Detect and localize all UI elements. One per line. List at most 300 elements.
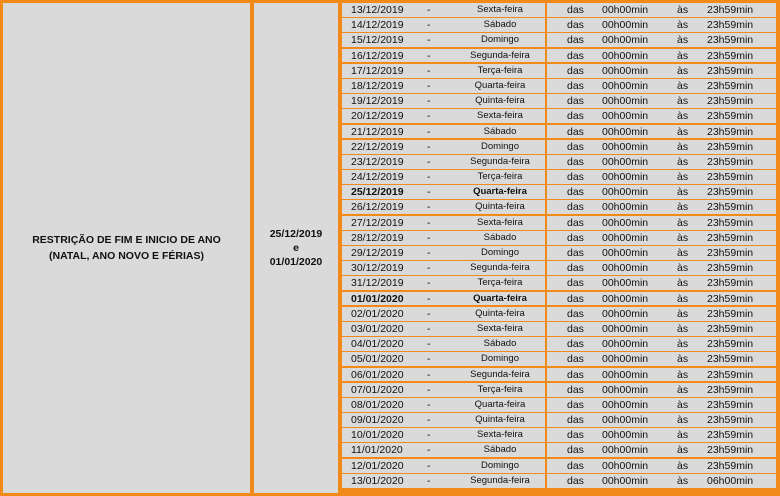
row-end-time: 06h00min (707, 474, 754, 487)
row-date: 05/01/2020 (351, 353, 404, 366)
row-das-label: das (567, 49, 584, 62)
row-weekday: Domingo (480, 140, 520, 152)
row-das-label: das (567, 277, 584, 290)
time-cell (547, 368, 776, 382)
row-das-label: das (567, 125, 584, 138)
day-cell (342, 231, 545, 245)
row-dash: - (427, 95, 431, 108)
row-end-time: 23h59min (707, 231, 754, 244)
row-start-time: 00h00min (602, 444, 649, 457)
time-cell (547, 322, 776, 336)
row-as-label: às (677, 292, 689, 305)
row-das-label: das (567, 4, 584, 16)
day-cell (342, 64, 545, 78)
row-start-time: 00h00min (602, 110, 649, 123)
row-as-label: às (677, 444, 689, 457)
row-as-label: às (677, 79, 689, 92)
row-date: 11/01/2020 (351, 444, 403, 457)
row-date: 13/01/2020 (351, 474, 404, 487)
table-row (342, 64, 778, 78)
row-weekday: Terça-feira (477, 277, 523, 289)
restriction-title-line1: RESTRIÇÃO DE FIM E INICIO DE ANO (32, 234, 221, 246)
row-das-label: das (567, 383, 584, 396)
row-weekday: Sexta-feira (477, 110, 523, 122)
row-end-time: 23h59min (707, 49, 754, 62)
row-start-time: 00h00min (602, 429, 649, 442)
row-start-time: 00h00min (602, 322, 649, 335)
table-row (342, 94, 778, 108)
row-date: 03/01/2020 (351, 322, 404, 335)
row-as-label: às (677, 125, 689, 138)
row-date: 07/01/2020 (351, 383, 404, 396)
time-cell (547, 459, 776, 473)
row-start-time: 00h00min (602, 368, 649, 381)
day-cell (342, 125, 545, 139)
row-date: 15/12/2019 (351, 34, 404, 47)
row-weekday: Terça-feira (477, 64, 523, 76)
row-das-label: das (567, 292, 584, 305)
row-das-label: das (567, 216, 584, 229)
row-dash: - (427, 216, 431, 229)
table-row (342, 140, 778, 154)
time-cell (547, 3, 776, 17)
table-row (342, 246, 778, 260)
time-cell (547, 200, 776, 214)
table-row (342, 3, 778, 17)
row-das-label: das (567, 140, 584, 153)
row-weekday: Domingo (480, 247, 520, 258)
time-cell (547, 155, 776, 169)
row-date: 31/12/2019 (351, 277, 404, 290)
day-cell (342, 185, 545, 199)
row-start-time: 00h00min (602, 383, 649, 396)
row-das-label: das (567, 338, 584, 351)
row-end-time: 23h59min (707, 307, 754, 320)
row-das-label: das (567, 307, 584, 320)
row-weekday: Sábado (483, 19, 517, 31)
row-as-label: às (677, 247, 689, 259)
row-end-time: 23h59min (707, 171, 754, 184)
row-dash: - (427, 262, 431, 275)
time-cell (547, 428, 776, 442)
table-row (342, 79, 778, 93)
time-cell (547, 33, 776, 47)
row-end-time: 23h59min (707, 34, 754, 47)
row-dash: - (427, 444, 431, 457)
time-cell (547, 125, 776, 139)
table-row (342, 428, 778, 442)
row-as-label: às (677, 186, 689, 199)
row-weekday: Sexta-feira (477, 216, 523, 228)
table-row (342, 185, 778, 199)
row-dash: - (427, 79, 431, 92)
row-dash: - (427, 292, 431, 305)
day-cell (342, 428, 545, 442)
row-end-time: 23h59min (707, 444, 754, 457)
row-dash: - (427, 398, 431, 411)
row-end-time: 23h59min (707, 368, 754, 381)
row-date: 19/12/2019 (351, 95, 404, 108)
row-das-label: das (567, 34, 584, 47)
row-end-time: 23h59min (707, 95, 754, 108)
day-cell (342, 459, 545, 473)
time-cell (547, 276, 776, 290)
table-row (342, 459, 778, 473)
row-start-time: 00h00min (602, 4, 649, 16)
row-dash: - (427, 383, 431, 396)
row-start-time: 00h00min (602, 125, 649, 138)
table-row (342, 443, 778, 457)
table-row (342, 170, 778, 184)
row-date: 04/01/2020 (351, 338, 404, 351)
row-weekday: Domingo (480, 353, 520, 365)
time-cell (547, 109, 776, 123)
row-as-label: às (677, 414, 689, 427)
row-date: 01/01/2020 (351, 292, 404, 305)
row-end-time: 23h59min (707, 19, 754, 32)
row-end-time: 23h59min (707, 125, 754, 138)
time-cell (547, 64, 776, 78)
row-das-label: das (567, 171, 584, 184)
day-cell (342, 155, 545, 169)
time-cell (547, 337, 776, 351)
table-row (342, 261, 778, 275)
row-as-label: às (677, 383, 689, 396)
row-das-label: das (567, 201, 584, 214)
row-as-label: às (677, 398, 689, 411)
row-end-time: 23h59min (707, 216, 754, 229)
row-das-label: das (567, 429, 584, 442)
row-weekday: Domingo (480, 34, 520, 46)
row-date: 17/12/2019 (351, 64, 404, 77)
row-end-time: 23h59min (707, 110, 754, 123)
row-as-label: às (677, 231, 689, 244)
row-date: 26/12/2019 (351, 201, 404, 214)
holiday-date-2: 01/01/2020 (269, 256, 323, 268)
row-date: 24/12/2019 (351, 171, 404, 184)
row-start-time: 00h00min (602, 216, 649, 229)
row-dash: - (427, 186, 431, 199)
row-date: 18/12/2019 (351, 79, 404, 92)
row-as-label: às (677, 322, 689, 335)
day-cell (342, 292, 545, 306)
row-end-time: 23h59min (707, 292, 754, 305)
day-cell (342, 200, 545, 214)
row-end-time: 23h59min (707, 79, 754, 92)
row-das-label: das (567, 186, 584, 199)
time-cell (547, 170, 776, 184)
row-dash: - (427, 459, 431, 472)
table-row (342, 413, 778, 427)
row-weekday: Quarta-feira (473, 292, 527, 304)
row-das-label: das (567, 110, 584, 123)
day-cell (342, 246, 545, 260)
time-cell (547, 261, 776, 275)
row-date: 12/01/2020 (351, 459, 404, 472)
row-end-time: 23h59min (707, 459, 754, 472)
row-end-time: 23h59min (707, 353, 754, 366)
row-as-label: às (677, 19, 689, 32)
table-row (342, 307, 778, 321)
row-das-label: das (567, 262, 584, 275)
table-row (342, 474, 778, 488)
row-weekday: Quinta-feira (475, 95, 525, 107)
time-cell (547, 383, 776, 397)
day-cell (342, 322, 545, 336)
table-row (342, 398, 778, 412)
row-as-label: às (677, 110, 689, 123)
row-as-label: às (677, 201, 689, 214)
day-cell (342, 94, 545, 108)
row-dash: - (427, 4, 431, 16)
row-das-label: das (567, 444, 584, 457)
row-das-label: das (567, 19, 584, 32)
table-row (342, 200, 778, 214)
row-date: 09/01/2020 (351, 414, 404, 427)
row-start-time: 00h00min (602, 398, 649, 411)
row-end-time: 23h59min (707, 64, 754, 77)
row-das-label: das (567, 474, 584, 487)
table-row (342, 109, 778, 123)
row-das-label: das (567, 231, 584, 244)
day-cell (342, 49, 545, 63)
row-weekday: Sábado (483, 338, 517, 350)
row-weekday: Sábado (483, 444, 517, 456)
row-dash: - (427, 353, 431, 366)
time-cell (547, 79, 776, 93)
row-start-time: 00h00min (602, 353, 649, 366)
row-date: 13/12/2019 (351, 4, 404, 16)
row-date: 28/12/2019 (351, 231, 404, 244)
row-start-time: 00h00min (602, 64, 649, 77)
time-cell (547, 398, 776, 412)
table-row (342, 49, 778, 63)
day-cell (342, 413, 545, 427)
row-dash: - (427, 414, 431, 427)
row-dash: - (427, 110, 431, 123)
row-weekday: Segunda-feira (470, 368, 530, 380)
time-cell (547, 216, 776, 230)
row-dash: - (427, 19, 431, 32)
row-das-label: das (567, 247, 584, 259)
row-dash: - (427, 140, 431, 153)
row-date: 02/01/2020 (351, 307, 404, 320)
table-row (342, 383, 778, 397)
row-date: 22/12/2019 (351, 140, 404, 153)
row-end-time: 23h59min (707, 247, 754, 259)
row-start-time: 00h00min (602, 140, 649, 153)
row-dash: - (427, 429, 431, 442)
time-cell (547, 18, 776, 32)
table-row (342, 125, 778, 139)
row-end-time: 23h59min (707, 4, 754, 16)
row-as-label: às (677, 4, 689, 16)
time-cell (547, 413, 776, 427)
time-cell (547, 307, 776, 321)
row-start-time: 00h00min (602, 231, 649, 244)
row-as-label: às (677, 64, 689, 77)
row-dash: - (427, 322, 431, 335)
day-cell (342, 337, 545, 351)
row-weekday: Terça-feira (477, 383, 523, 395)
row-end-time: 23h59min (707, 429, 754, 442)
row-start-time: 00h00min (602, 307, 649, 320)
day-cell (342, 398, 545, 412)
row-as-label: às (677, 277, 689, 290)
day-cell (342, 33, 545, 47)
day-cell (342, 307, 545, 321)
row-weekday: Quarta-feira (474, 79, 526, 91)
holiday-conjunction: e (293, 242, 299, 254)
row-as-label: às (677, 368, 689, 381)
row-dash: - (427, 49, 431, 62)
row-dash: - (427, 277, 431, 290)
row-as-label: às (677, 34, 689, 47)
row-start-time: 00h00min (602, 79, 649, 92)
row-end-time: 23h59min (707, 338, 754, 351)
row-end-time: 23h59min (707, 398, 754, 411)
row-dash: - (427, 368, 431, 381)
row-weekday: Segunda-feira (470, 474, 530, 486)
table-row (342, 292, 778, 306)
table-row (342, 368, 778, 382)
row-as-label: às (677, 95, 689, 108)
row-date: 16/12/2019 (351, 49, 404, 62)
day-cell (342, 261, 545, 275)
row-date: 10/01/2020 (351, 429, 404, 442)
row-start-time: 00h00min (602, 49, 649, 62)
row-start-time: 00h00min (602, 459, 649, 472)
row-as-label: às (677, 171, 689, 184)
table-row (342, 231, 778, 245)
row-date: 08/01/2020 (351, 398, 404, 411)
time-cell (547, 94, 776, 108)
day-cell (342, 18, 545, 32)
row-start-time: 00h00min (602, 155, 649, 168)
day-cell (342, 368, 545, 382)
row-as-label: às (677, 49, 689, 62)
table-row (342, 155, 778, 169)
row-das-label: das (567, 398, 584, 411)
day-cell (342, 276, 545, 290)
row-date: 30/12/2019 (351, 262, 404, 275)
row-das-label: das (567, 79, 584, 92)
day-cell (342, 443, 545, 457)
row-as-label: às (677, 155, 689, 168)
row-as-label: às (677, 338, 689, 351)
row-as-label: às (677, 262, 689, 275)
table-row (342, 322, 778, 336)
time-cell (547, 474, 776, 488)
row-date: 23/12/2019 (351, 155, 404, 168)
row-start-time: 00h00min (602, 171, 649, 184)
row-weekday: Terça-feira (477, 171, 523, 183)
row-as-label: às (677, 429, 689, 442)
restriction-title-line2: (NATAL, ANO NOVO E FÉRIAS) (49, 250, 204, 262)
time-cell (547, 185, 776, 199)
row-weekday: Quinta-feira (475, 201, 525, 213)
row-start-time: 00h00min (602, 262, 649, 275)
row-weekday: Segunda-feira (470, 262, 530, 274)
row-start-time: 00h00min (602, 201, 649, 214)
row-weekday: Sábado (483, 125, 517, 137)
row-end-time: 23h59min (707, 262, 754, 275)
time-cell (547, 140, 776, 154)
row-end-time: 23h59min (707, 322, 754, 335)
row-start-time: 00h00min (602, 19, 649, 32)
row-start-time: 00h00min (602, 186, 649, 199)
time-cell (547, 49, 776, 63)
row-end-time: 23h59min (707, 414, 754, 427)
row-dash: - (427, 231, 431, 244)
row-as-label: às (677, 459, 689, 472)
schedule-rows (342, 3, 778, 488)
holiday-dates-cell (254, 3, 338, 493)
row-das-label: das (567, 64, 584, 77)
row-weekday: Quinta-feira (475, 414, 525, 426)
row-dash: - (427, 155, 431, 168)
row-dash: - (427, 247, 431, 259)
row-as-label: às (677, 216, 689, 229)
table-row (342, 352, 778, 366)
row-dash: - (427, 34, 431, 47)
time-cell (547, 231, 776, 245)
row-date: 14/12/2019 (351, 19, 404, 32)
table-row (342, 337, 778, 351)
row-das-label: das (567, 368, 584, 381)
row-date: 06/01/2020 (351, 368, 404, 381)
row-das-label: das (567, 459, 584, 472)
row-end-time: 23h59min (707, 201, 754, 214)
row-das-label: das (567, 322, 584, 335)
row-weekday: Sexta-feira (477, 322, 523, 334)
row-weekday: Quinta-feira (475, 307, 525, 319)
time-cell (547, 246, 776, 260)
time-cell (547, 443, 776, 457)
day-cell (342, 170, 545, 184)
day-cell (342, 3, 545, 17)
row-weekday: Quarta-feira (473, 186, 527, 198)
row-date: 20/12/2019 (351, 110, 404, 123)
row-as-label: às (677, 353, 689, 366)
row-start-time: 00h00min (602, 34, 649, 47)
row-end-time: 23h59min (707, 277, 754, 290)
row-weekday: Sexta-feira (477, 429, 523, 441)
row-as-label: às (677, 307, 689, 320)
row-das-label: das (567, 353, 584, 366)
row-dash: - (427, 64, 431, 77)
row-date: 25/12/2019 (351, 186, 404, 199)
row-start-time: 00h00min (602, 292, 649, 305)
row-start-time: 00h00min (602, 95, 649, 108)
row-start-time: 00h00min (602, 474, 649, 487)
time-cell (547, 292, 776, 306)
table-row (342, 216, 778, 230)
day-cell (342, 474, 545, 488)
day-cell (342, 352, 545, 366)
row-as-label: às (677, 474, 689, 487)
day-cell (342, 140, 545, 154)
row-dash: - (427, 125, 431, 138)
row-start-time: 00h00min (602, 338, 649, 351)
row-end-time: 23h59min (707, 383, 754, 396)
row-weekday: Segunda-feira (470, 49, 530, 61)
row-weekday: Quarta-feira (474, 398, 526, 410)
row-start-time: 00h00min (602, 247, 649, 259)
row-dash: - (427, 338, 431, 351)
row-end-time: 23h59min (707, 140, 754, 153)
table-row (342, 18, 778, 32)
